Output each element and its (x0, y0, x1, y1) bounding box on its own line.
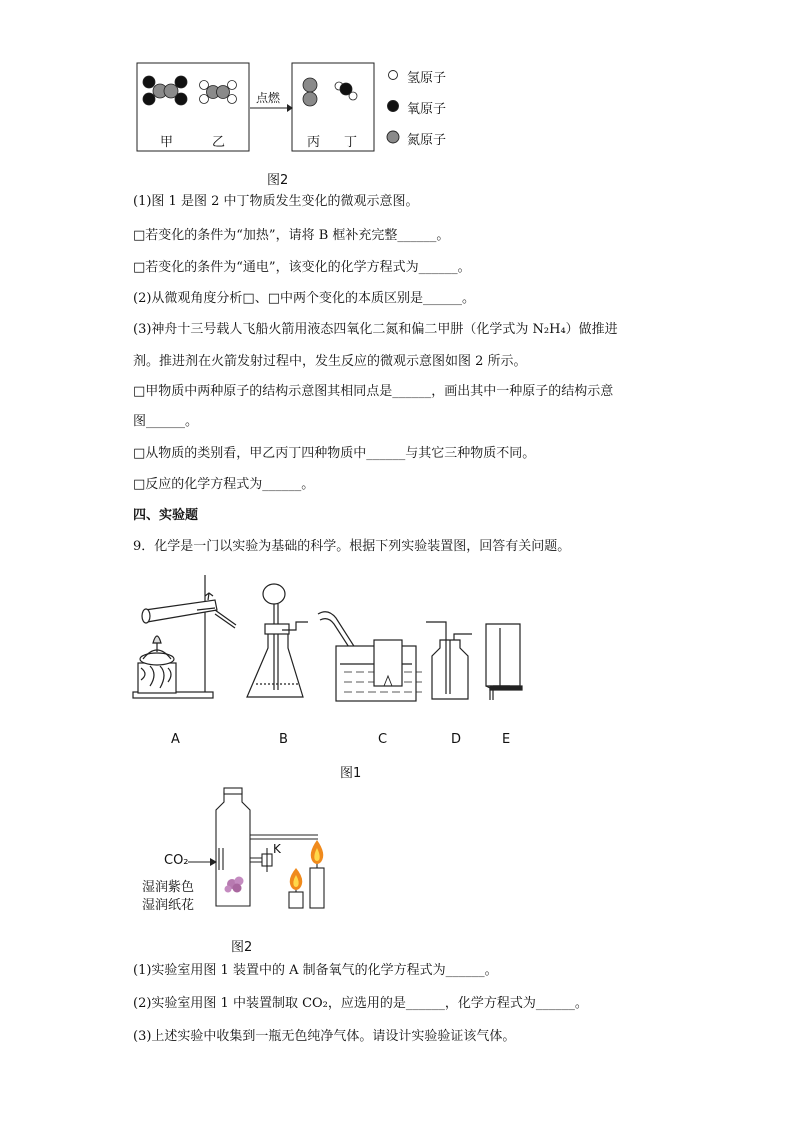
hydrogen-legend-icon (389, 71, 398, 80)
question-line: □若变化的条件为“通电”，该变化的化学方程式为______。 (133, 260, 471, 275)
paper-label-line2: 湿润纸花 (142, 898, 195, 913)
apparatus-b (247, 584, 308, 697)
molecule-ding (335, 82, 357, 100)
co2-label: CO₂ (164, 853, 189, 868)
molecule-yi (200, 81, 237, 104)
nitrogen-legend-icon (387, 131, 399, 143)
question-line: 剂。推进剂在火箭发射过程中，发生反应的微观示意图如图 2 所示。 (133, 354, 527, 369)
apparatus-c (318, 612, 422, 701)
label-yi: 乙 (212, 135, 226, 150)
question-line: 图______。 (133, 414, 199, 429)
question-9-intro: 9．化学是一门以实验为基础的科学。根据下列实验装置图，回答有关问题。 (133, 539, 571, 554)
apparatus-label-e: E (502, 732, 511, 747)
apparatus-label-a: A (171, 732, 180, 747)
question-line: (3)上述实验中收集到一瓶无色纯净气体。请设计实验验证该气体。 (133, 1029, 516, 1044)
oxygen-legend-icon (388, 101, 399, 112)
question-line: □从物质的类别看，甲乙丙丁四种物质中______与其它三种物质不同。 (133, 446, 536, 461)
label-jia: 甲 (160, 135, 174, 150)
apparatus-figure-1 (0, 560, 794, 730)
legend-oxygen-label: 氧原子 (407, 102, 447, 117)
question-line: (1)图 1 是图 2 中丁物质发生变化的微观示意图。 (133, 194, 419, 209)
figure-caption-top: 图2 (267, 173, 289, 188)
apparatus-label-c: C (378, 732, 388, 747)
question-line: (3)神舟十三号载人飞船火箭用液态四氧化二氮和偏二甲肼（化学式为 N₂H₄）做推进 (133, 322, 618, 337)
label-ding: 丁 (344, 135, 358, 150)
question-line: □反应的化学方程式为______。 (133, 477, 315, 492)
reaction-diagram (0, 0, 794, 200)
molecule-jia (143, 76, 187, 105)
question-line: (1)实验室用图 1 装置中的 A 制备氧气的化学方程式为______。 (133, 963, 498, 978)
question-line: (2)从微观角度分析□、□中两个变化的本质区别是______。 (133, 291, 475, 306)
figure-caption-2-bottom: 图2 (231, 940, 253, 955)
apparatus-a (133, 575, 236, 698)
question-line: (2)实验室用图 1 中装置制取 CO₂，应选用的是______，化学方程式为______。 (133, 996, 588, 1011)
label-bing: 丙 (307, 135, 321, 150)
apparatus-e (486, 624, 522, 700)
apparatus-d (426, 622, 472, 699)
co2-experiment-figure (0, 780, 794, 930)
apparatus-label-b: B (279, 732, 288, 747)
legend-nitrogen-label: 氮原子 (407, 133, 447, 148)
arrow-condition-label: 点燃 (256, 91, 281, 105)
figure-caption-1: 图1 (340, 766, 362, 781)
molecule-bing (303, 78, 317, 106)
legend-hydrogen-label: 氢原子 (407, 71, 447, 86)
question-line: □若变化的条件为“加热”，请将 B 框补充完整______。 (133, 228, 450, 243)
paper-label-line1: 湿润紫色 (142, 880, 195, 895)
valve-label: K (273, 842, 281, 856)
apparatus-label-d: D (451, 732, 462, 747)
question-line: □甲物质中两种原子的结构示意图其相同点是______，画出其中一种原子的结构示意 (133, 384, 614, 399)
section-title: 四、实验题 (133, 508, 199, 523)
